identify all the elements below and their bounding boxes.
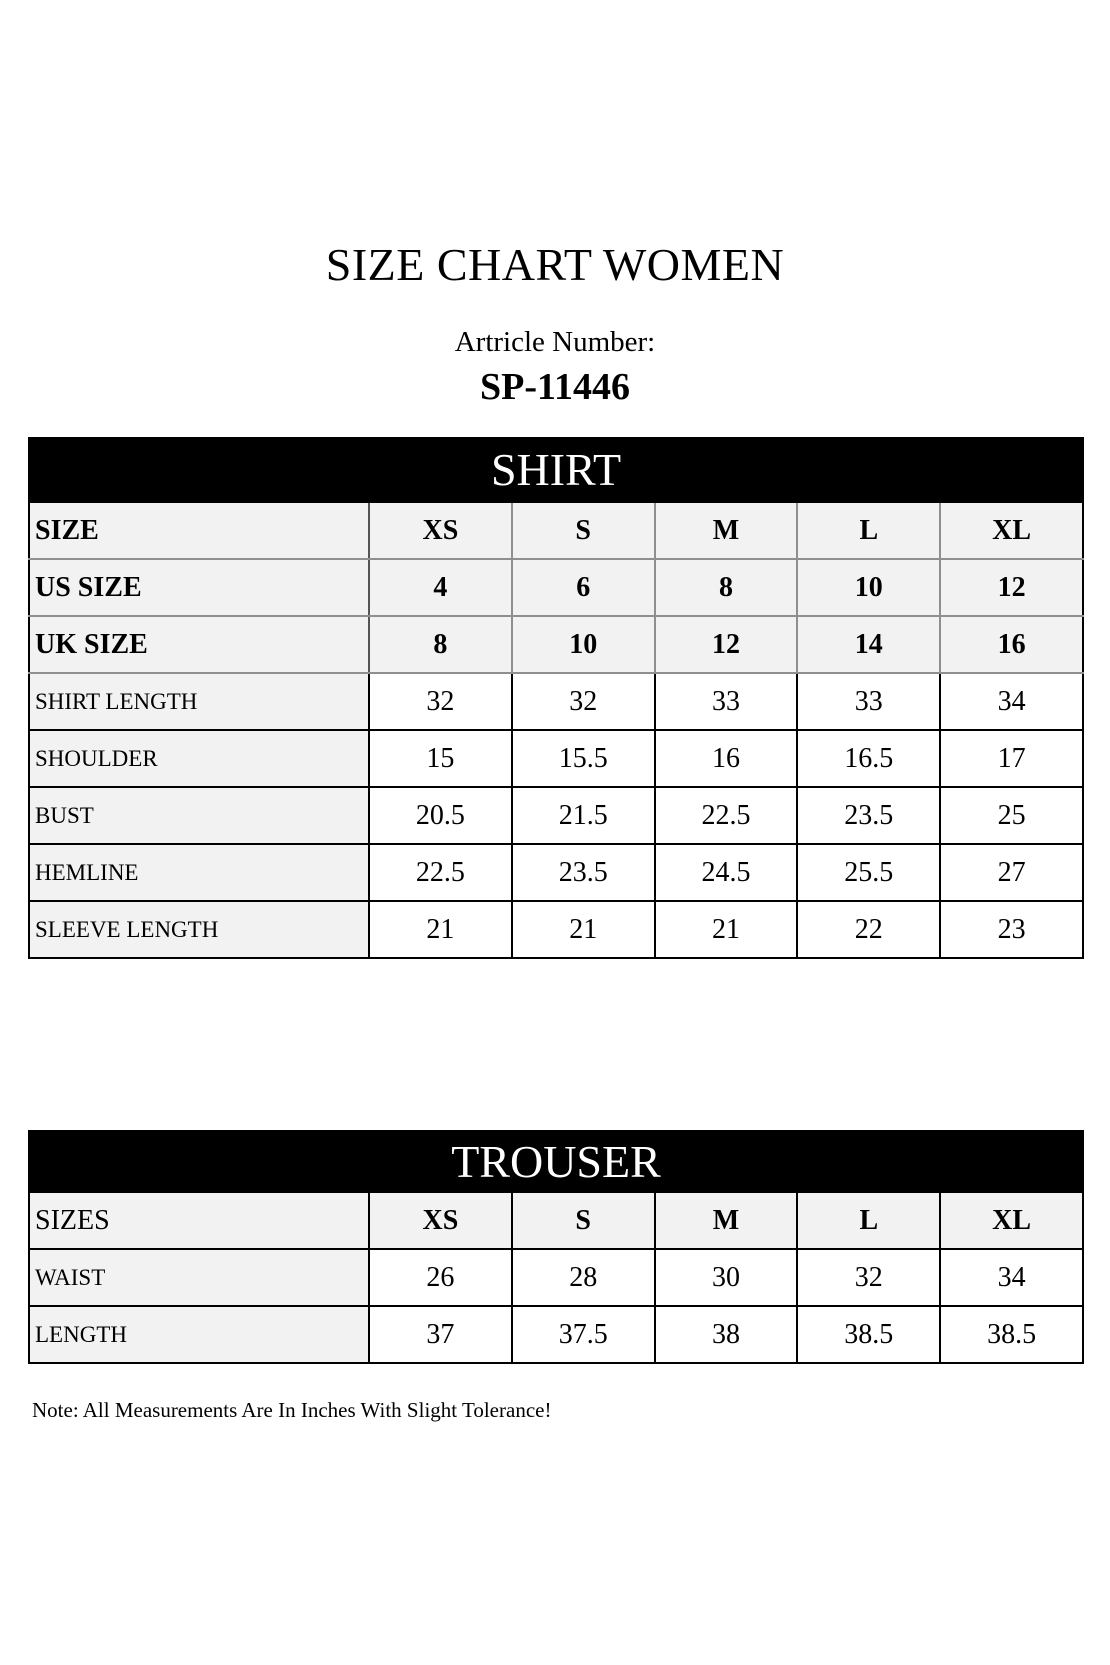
table-cell: 37.5 <box>512 1306 655 1363</box>
trouser-size-table <box>28 1130 1084 1364</box>
table-cell: 16 <box>655 730 798 787</box>
table-cell: 6 <box>512 559 655 616</box>
row-label: WAIST <box>29 1249 369 1306</box>
size-column-header: S <box>512 1192 655 1249</box>
table-cell: 34 <box>940 673 1083 730</box>
table-cell: 33 <box>655 673 798 730</box>
table-cell: 21 <box>655 901 798 958</box>
sleeve-length-row <box>29 901 1083 958</box>
table-cell: 32 <box>512 673 655 730</box>
shirt-length-row <box>29 673 1083 730</box>
table-cell: 27 <box>940 844 1083 901</box>
row-label: SLEEVE LENGTH <box>29 901 369 958</box>
table-cell: 21.5 <box>512 787 655 844</box>
size-column-header: XL <box>940 502 1083 559</box>
row-label: BUST <box>29 787 369 844</box>
table-cell: 16.5 <box>797 730 940 787</box>
trouser-length-row <box>29 1306 1083 1363</box>
size-column-header: L <box>797 1192 940 1249</box>
trouser-section-heading: TROUSER <box>29 1131 1083 1192</box>
page-title: SIZE CHART WOMEN <box>325 239 785 290</box>
table-cell: 23 <box>940 901 1083 958</box>
table-cell: 16 <box>940 616 1083 673</box>
table-cell: 24.5 <box>655 844 798 901</box>
table-cell: 12 <box>940 559 1083 616</box>
shirt-size-header-label: SIZE <box>29 502 369 559</box>
table-cell: 10 <box>512 616 655 673</box>
row-label: SHIRT LENGTH <box>29 673 369 730</box>
table-cell: 38.5 <box>797 1306 940 1363</box>
shirt-section-heading: SHIRT <box>29 438 1083 502</box>
table-cell: 28 <box>512 1249 655 1306</box>
table-cell: 38.5 <box>940 1306 1083 1363</box>
size-column-header: L <box>797 502 940 559</box>
table-cell: 33 <box>797 673 940 730</box>
table-cell: 23.5 <box>512 844 655 901</box>
table-cell: 37 <box>369 1306 512 1363</box>
uk-size-row <box>29 616 1083 673</box>
trouser-size-header-row <box>29 1192 1083 1249</box>
hemline-row <box>29 844 1083 901</box>
table-cell: 15.5 <box>512 730 655 787</box>
table-cell: 30 <box>655 1249 798 1306</box>
article-number: SP-11446 <box>480 366 630 408</box>
table-cell: 32 <box>797 1249 940 1306</box>
table-cell: 21 <box>512 901 655 958</box>
shoulder-row <box>29 730 1083 787</box>
article-number-label: Artricle Number: <box>454 326 656 358</box>
us-size-row <box>29 559 1083 616</box>
shirt-size-table <box>28 437 1084 959</box>
row-label: SHOULDER <box>29 730 369 787</box>
table-cell: 25.5 <box>797 844 940 901</box>
table-cell: 8 <box>655 559 798 616</box>
table-cell: 14 <box>797 616 940 673</box>
table-cell: 38 <box>655 1306 798 1363</box>
measurement-note: Note: All Measurements Are In Inches With Slight Tolerance! <box>32 1398 552 1422</box>
table-cell: 12 <box>655 616 798 673</box>
shirt-size-header-row <box>29 502 1083 559</box>
table-cell: 20.5 <box>369 787 512 844</box>
table-cell: 22 <box>797 901 940 958</box>
size-column-header: XS <box>369 1192 512 1249</box>
table-cell: 22.5 <box>655 787 798 844</box>
size-column-header: M <box>655 1192 798 1249</box>
row-label: LENGTH <box>29 1306 369 1363</box>
table-cell: 17 <box>940 730 1083 787</box>
table-cell: 21 <box>369 901 512 958</box>
table-cell: 15 <box>369 730 512 787</box>
size-column-header: XS <box>369 502 512 559</box>
row-label: UK SIZE <box>29 616 369 673</box>
size-column-header: XL <box>940 1192 1083 1249</box>
waist-row <box>29 1249 1083 1306</box>
table-cell: 25 <box>940 787 1083 844</box>
table-cell: 23.5 <box>797 787 940 844</box>
table-cell: 4 <box>369 559 512 616</box>
bust-row <box>29 787 1083 844</box>
table-cell: 10 <box>797 559 940 616</box>
row-label: HEMLINE <box>29 844 369 901</box>
table-cell: 22.5 <box>369 844 512 901</box>
table-cell: 32 <box>369 673 512 730</box>
table-cell: 8 <box>369 616 512 673</box>
trouser-size-header-label: SIZES <box>29 1192 369 1249</box>
row-label: US SIZE <box>29 559 369 616</box>
size-column-header: S <box>512 502 655 559</box>
table-cell: 26 <box>369 1249 512 1306</box>
table-cell: 34 <box>940 1249 1083 1306</box>
size-column-header: M <box>655 502 798 559</box>
